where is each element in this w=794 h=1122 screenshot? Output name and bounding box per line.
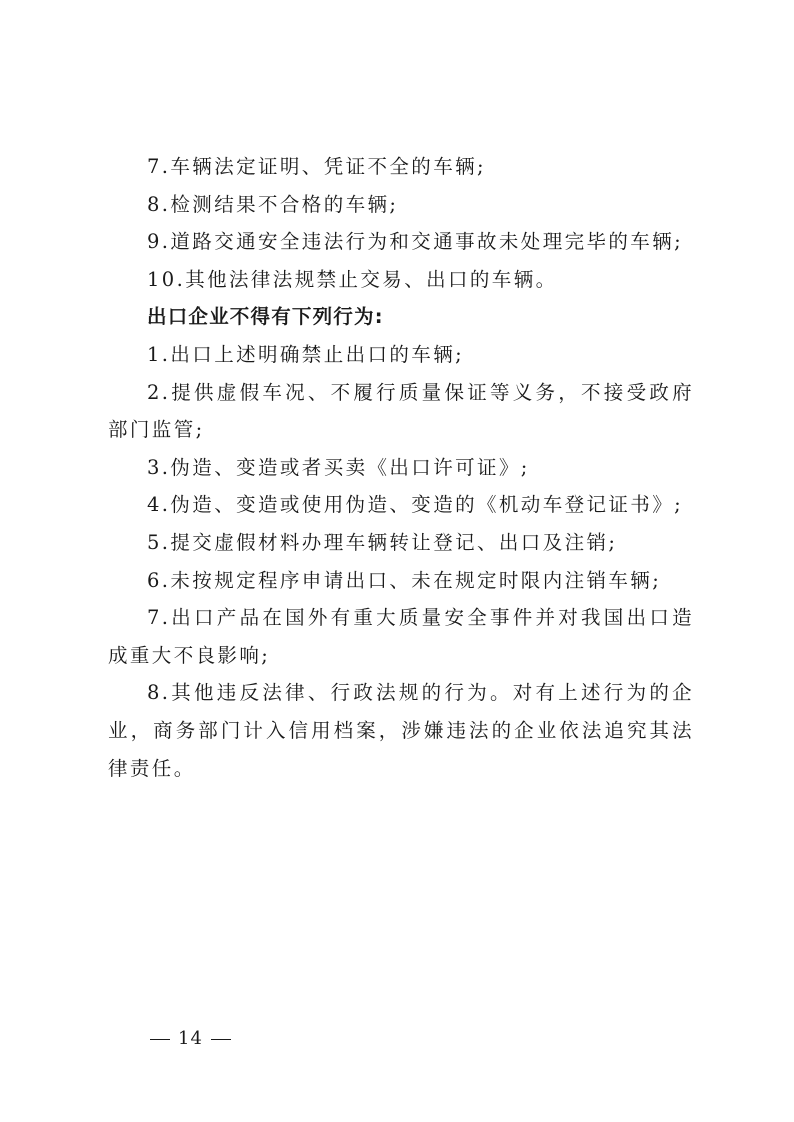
prohibited-conduct-item-2: 2.提供虚假车况、不履行质量保证等义务，不接受政府部门监管; (108, 380, 694, 442)
prohibited-vehicle-item-8: 8.检测结果不合格的车辆; (147, 192, 399, 216)
page-number: 14 (178, 1028, 203, 1049)
prohibited-conduct-item-4: 4.伪造、变造或使用伪造、变造的《机动车登记证书》; (147, 493, 684, 517)
document-body (108, 148, 694, 787)
prohibited-conduct-item-6: 6.未按规定程序申请出口、未在规定时限内注销车辆; (147, 568, 662, 592)
prohibited-vehicle-item-10: 10.其他法律法规禁止交易、出口的车辆。 (147, 267, 558, 291)
prohibited-conduct-item-3: 3.伪造、变造或者买卖《出口许可证》; (147, 455, 530, 479)
prohibited-conduct-item-5: 5.提交虚假材料办理车辆转让登记、出口及注销; (147, 530, 618, 554)
prohibited-vehicle-item-7: 7.车辆法定证明、凭证不全的车辆; (147, 155, 486, 178)
left-dash (150, 1039, 170, 1040)
prohibited-vehicle-item-9: 9.道路交通安全违法行为和交通事故未处理完毕的车辆; (147, 230, 684, 254)
page-footer (142, 1024, 239, 1054)
prohibited-conduct-item-1: 1.出口上述明确禁止出口的车辆; (147, 342, 465, 366)
prohibited-conduct-item-8: 8.其他违反法律、行政法规的行为。对有上述行为的企业，商务部门计入信用档案，涉嫌违法的企业依法追究其法律责任。 (108, 681, 694, 780)
prohibited-conduct-item-7: 7.出口产品在国外有重大质量安全事件并对我国出口造成重大不良影响; (108, 606, 694, 667)
section-heading: 出口企业不得有下列行为: (147, 305, 384, 329)
right-dash (211, 1039, 231, 1040)
